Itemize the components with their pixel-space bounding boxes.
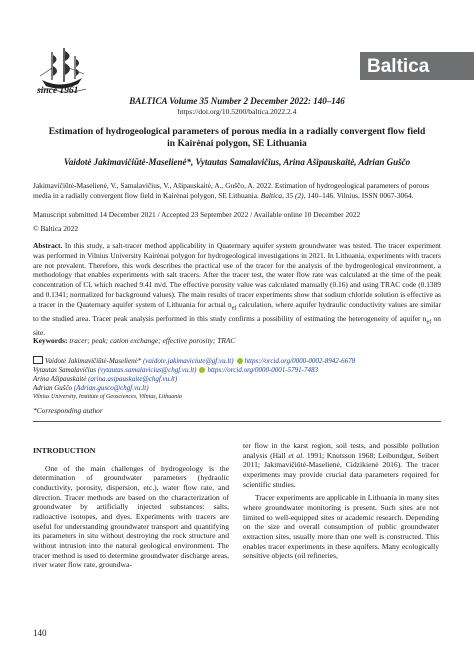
contact-name: Vytautas Samalavičius — [33, 366, 96, 374]
contact-name: Adrian Guščo — [33, 384, 73, 392]
title-line-1: Estimation of hydrogeological parameters of porous media in a radially convergent flow field — [48, 127, 426, 137]
author-contacts — [33, 356, 441, 402]
contact-name: Vaidotė Jakimavičiūtė-Maselienė* — [45, 357, 142, 365]
introduction-heading: INTRODUCTION — [33, 446, 96, 455]
right-column — [243, 441, 439, 561]
left-column — [33, 441, 229, 570]
abstract-subscript-2: ef — [426, 319, 432, 326]
citation-journal: Baltica, 35 (2), — [260, 190, 306, 200]
contact-email[interactable]: (Adrian.gusco@chgf.vu.lt) — [73, 384, 149, 392]
title-line-2: in Kairėnai polygon, SE Lithuania — [167, 139, 307, 149]
since-year-label: since 1961 — [37, 86, 79, 96]
abstract-subscript-1: ef — [231, 305, 237, 312]
copyright: © Baltica 2022 — [33, 224, 79, 233]
abstract-text-middle: calculation, where aquifer hydraulic conductivity values are similar to the studied area. Tracer peak analysis performed in this study confirms a possibility of estimating the heterogeneity of aquifer n — [33, 299, 441, 324]
author-list: Vaidotė Jakimavičiūtė-Maselienė*, Vytautas Samalavičius, Arina Ašipauskaitė, Adrian Guščo — [63, 157, 411, 167]
citation-text: Jakimavičiūtė-Maselienė, V., Samalavičius, V., Ašipauskaitė, A., Guščo, A. 2022. Estimation of hydrogeological parameters of porous media in a radially convergent flow field in Kairėnai polygon, SE Lithuania. — [33, 181, 430, 200]
contact-row — [33, 366, 441, 375]
intro-paragraph-1-continued — [243, 441, 439, 489]
article-title — [40, 126, 434, 150]
journal-brand: Baltica — [367, 56, 430, 77]
keywords-label: Keywords: — [33, 336, 68, 345]
contact-row — [33, 375, 441, 384]
orcid-link[interactable]: https://orcid.org/0000-0002-8942-6678 — [244, 357, 356, 365]
contact-email[interactable]: (vaidote.jakimaviciute@gf.vu.lt) — [142, 357, 234, 365]
keywords-list: tracer; peak; cation exchange; effective porosity; TRAC — [69, 336, 236, 345]
abstract-text-end: on site. — [33, 314, 441, 338]
doi-link[interactable]: https://doi.org/10.5200/baltica.2022.2.4 — [177, 107, 297, 116]
affiliation: Vilnius University, Institute of Geosciences, Vilnius, Lithuania — [33, 394, 182, 400]
corresponding-author-note: *Corresponding author — [33, 406, 103, 415]
citation — [33, 181, 441, 201]
orcid-icon — [237, 358, 243, 364]
orcid-link[interactable]: https://orcid.org/0000-0001-5791-7483 — [207, 366, 318, 374]
page-number: 140 — [33, 628, 47, 638]
orcid-icon — [199, 367, 205, 373]
intro-paragraph-1: One of the main challenges of hydrogeology is the determination of groundwater parameters (hydraulic conductivity, porosity, dispersion, etc.), water flow rate, and direction. Tracer methods are based on the characterization of groundwater by artificially injected substances: salts, radioactive isotopes, and dyes. Experiments with tracers are useful for understanding groundwater transport and quantifying its parameters in situ without destroying the rock structure and without intrusion into the natural geological environment. The tracer method is used to determine groundwater discharge areas, river water flow rate, groundwa- — [33, 463, 229, 570]
contact-row — [33, 356, 441, 366]
envelope-icon — [33, 356, 43, 364]
abstract — [33, 241, 441, 338]
contact-email[interactable]: (arina.asipauskaite@chgf.vu.lt) — [88, 375, 178, 383]
citation-tail: 140–146. Vilnius. ISSN 0067-3064. — [307, 190, 414, 200]
contact-row — [33, 384, 441, 393]
section-divider — [33, 421, 441, 422]
keywords — [33, 336, 441, 346]
contact-email[interactable]: (vytautas.samalavicius@chgf.vu.lt) — [97, 366, 197, 374]
intro-text-a: ter flow in the karst region, soil tests, and possible pollution analysis (Hall — [243, 441, 439, 460]
intro-text-b: 1991; Knutsson 1968; Leibundgut, Seibert 2011; Jakimavičiūtė-Maselienė, Cidzikienė 2016). The tracer experiments may provide crucial data parameters required for scientific studies. — [243, 450, 439, 489]
abstract-text: In this study, a salt-tracer method applicability in Quaternary aquifer system groundwater was tested. The tracer experiment was performed in Vilnius University Kairėnai polygon for hydrogeological investigations in 2021. In Lithuania, experiments with tracers are not prevalent. Therefore, this work describes the practical use of the tracer for the analysis of the hydrogeological environment, a methodology that enables experiments with salt tracers. After the tracer test, the water flow rate was calculated at the time of the peak concentration of Cl, which reached 9.41 m/d. The effective porosity value was calculated manually (0.16) and using TRAC code (0.1389 and 0.1341; normalized for background values). The main results of tracer experiments show that sodium chloride solution is effective as a tracer in the Quaternary aquifer system of Lithuania for actual n — [33, 241, 441, 309]
et-al: et al. — [288, 450, 305, 460]
abstract-label: Abstract. — [33, 241, 63, 250]
journal-issue-line: BALTICA Volume 35 Number 2 December 2022: 140–146 — [129, 96, 345, 106]
contact-name: Arina Ašipauskaitė — [33, 375, 87, 383]
intro-paragraph-2: Tracer experiments are applicable in Lithuania in many sites where groundwater monitoring is present. Such sites are not limited to well-equipped sites or academic research. Depending on the size and overall consumption of public groundwater extraction sites, usually more than one well is constructed. This enables tracer experiments in these aquifers. Many ecologically sensitive objects (oil refineries, — [243, 493, 439, 561]
manuscript-dates: Manuscript submitted 14 December 2021 / Accepted 23 September 2022 / Available online 10 December 2022 — [33, 210, 361, 219]
